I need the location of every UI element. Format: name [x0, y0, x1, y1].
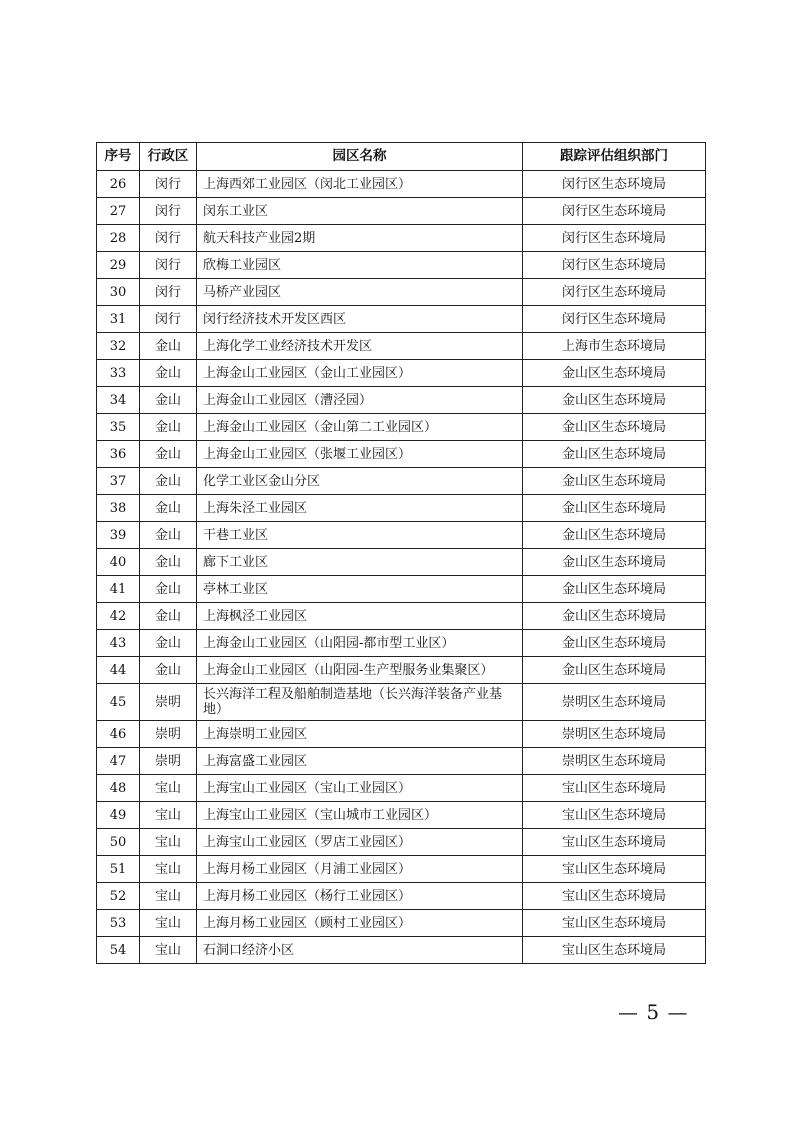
district-cell: 崇明 [140, 748, 197, 775]
table-row [97, 630, 706, 657]
district-cell: 宝山 [140, 937, 197, 964]
serial-cell: 30 [97, 279, 140, 306]
table-row [97, 522, 706, 549]
serial-cell: 40 [97, 549, 140, 576]
district-cell: 宝山 [140, 883, 197, 910]
park-name-cell: 上海月杨工业园区（杨行工业园区） [197, 883, 523, 910]
serial-cell: 37 [97, 468, 140, 495]
department-cell: 崇明区生态环境局 [523, 748, 706, 775]
district-cell: 金山 [140, 495, 197, 522]
park-name-cell: 廊下工业区 [197, 549, 523, 576]
park-name-cell: 上海富盛工业园区 [197, 748, 523, 775]
table-row [97, 279, 706, 306]
serial-cell: 41 [97, 576, 140, 603]
park-name-cell: 上海金山工业园区（金山工业园区） [197, 360, 523, 387]
serial-cell: 33 [97, 360, 140, 387]
district-cell: 金山 [140, 414, 197, 441]
department-cell: 闵行区生态环境局 [523, 252, 706, 279]
department-cell: 宝山区生态环境局 [523, 775, 706, 802]
table-row [97, 576, 706, 603]
serial-cell: 50 [97, 829, 140, 856]
table-row [97, 829, 706, 856]
table-row [97, 937, 706, 964]
district-cell: 金山 [140, 441, 197, 468]
serial-cell: 29 [97, 252, 140, 279]
district-cell: 闵行 [140, 198, 197, 225]
department-cell: 宝山区生态环境局 [523, 883, 706, 910]
table-row [97, 883, 706, 910]
park-name-cell: 上海金山工业园区（漕泾园） [197, 387, 523, 414]
header-park-name: 园区名称 [197, 143, 523, 171]
table-row [97, 360, 706, 387]
park-name-cell: 上海枫泾工业园区 [197, 603, 523, 630]
district-cell: 金山 [140, 333, 197, 360]
district-cell: 宝山 [140, 775, 197, 802]
table-row [97, 802, 706, 829]
park-name-cell: 长兴海洋工程及船舶制造基地（长兴海洋装备产业基地） [197, 684, 523, 721]
department-cell: 闵行区生态环境局 [523, 198, 706, 225]
park-name-cell: 上海化学工业经济技术开发区 [197, 333, 523, 360]
serial-cell: 43 [97, 630, 140, 657]
department-cell: 金山区生态环境局 [523, 495, 706, 522]
table-row [97, 856, 706, 883]
department-cell: 崇明区生态环境局 [523, 684, 706, 721]
serial-cell: 39 [97, 522, 140, 549]
serial-cell: 42 [97, 603, 140, 630]
park-name-cell: 上海金山工业园区（山阳园-都市型工业区） [197, 630, 523, 657]
table-row [97, 333, 706, 360]
park-table [96, 142, 706, 964]
district-cell: 崇明 [140, 721, 197, 748]
department-cell: 宝山区生态环境局 [523, 829, 706, 856]
district-cell: 闵行 [140, 306, 197, 333]
department-cell: 金山区生态环境局 [523, 522, 706, 549]
department-cell: 宝山区生态环境局 [523, 910, 706, 937]
district-cell: 金山 [140, 360, 197, 387]
district-cell: 金山 [140, 522, 197, 549]
table-row [97, 252, 706, 279]
park-name-cell: 上海西郊工业园区（闵北工业园区） [197, 171, 523, 198]
department-cell: 上海市生态环境局 [523, 333, 706, 360]
department-cell: 金山区生态环境局 [523, 549, 706, 576]
district-cell: 闵行 [140, 252, 197, 279]
table-body [97, 171, 706, 964]
district-cell: 闵行 [140, 225, 197, 252]
serial-cell: 32 [97, 333, 140, 360]
table-row [97, 549, 706, 576]
table-row [97, 748, 706, 775]
header-district: 行政区 [140, 143, 197, 171]
serial-cell: 34 [97, 387, 140, 414]
serial-cell: 35 [97, 414, 140, 441]
serial-cell: 48 [97, 775, 140, 802]
header-department: 跟踪评估组织部门 [523, 143, 706, 171]
serial-cell: 28 [97, 225, 140, 252]
park-name-cell: 上海崇明工业园区 [197, 721, 523, 748]
header-serial: 序号 [97, 143, 140, 171]
park-name-cell: 航天科技产业园2期 [197, 225, 523, 252]
department-cell: 金山区生态环境局 [523, 630, 706, 657]
department-cell: 闵行区生态环境局 [523, 279, 706, 306]
department-cell: 金山区生态环境局 [523, 657, 706, 684]
serial-cell: 46 [97, 721, 140, 748]
table-row [97, 603, 706, 630]
serial-cell: 36 [97, 441, 140, 468]
table-row [97, 910, 706, 937]
serial-cell: 51 [97, 856, 140, 883]
table-row [97, 721, 706, 748]
table-row [97, 225, 706, 252]
serial-cell: 31 [97, 306, 140, 333]
table-row [97, 306, 706, 333]
park-name-cell: 亭林工业区 [197, 576, 523, 603]
serial-cell: 38 [97, 495, 140, 522]
district-cell: 金山 [140, 549, 197, 576]
serial-cell: 49 [97, 802, 140, 829]
park-name-cell: 上海金山工业园区（山阳园-生产型服务业集聚区） [197, 657, 523, 684]
district-cell: 宝山 [140, 802, 197, 829]
park-name-cell: 上海宝山工业园区（宝山城市工业园区） [197, 802, 523, 829]
district-cell: 金山 [140, 603, 197, 630]
district-cell: 金山 [140, 657, 197, 684]
park-name-cell: 上海月杨工业园区（顾村工业园区） [197, 910, 523, 937]
department-cell: 宝山区生态环境局 [523, 802, 706, 829]
park-name-cell: 闵东工业区 [197, 198, 523, 225]
department-cell: 金山区生态环境局 [523, 414, 706, 441]
park-name-cell: 上海宝山工业园区（宝山工业园区） [197, 775, 523, 802]
table-row [97, 684, 706, 721]
department-cell: 闵行区生态环境局 [523, 171, 706, 198]
district-cell: 金山 [140, 576, 197, 603]
park-name-cell: 上海金山工业园区（金山第二工业园区） [197, 414, 523, 441]
table-row [97, 468, 706, 495]
department-cell: 金山区生态环境局 [523, 603, 706, 630]
department-cell: 金山区生态环境局 [523, 468, 706, 495]
district-cell: 金山 [140, 630, 197, 657]
department-cell: 闵行区生态环境局 [523, 225, 706, 252]
department-cell: 崇明区生态环境局 [523, 721, 706, 748]
table-row [97, 171, 706, 198]
serial-cell: 26 [97, 171, 140, 198]
serial-cell: 52 [97, 883, 140, 910]
table-row [97, 657, 706, 684]
park-name-cell: 上海月杨工业园区（月浦工业园区） [197, 856, 523, 883]
table-row [97, 198, 706, 225]
serial-cell: 47 [97, 748, 140, 775]
district-cell: 宝山 [140, 829, 197, 856]
department-cell: 金山区生态环境局 [523, 441, 706, 468]
park-name-cell: 闵行经济技术开发区西区 [197, 306, 523, 333]
department-cell: 金山区生态环境局 [523, 576, 706, 603]
park-name-cell: 干巷工业区 [197, 522, 523, 549]
district-cell: 金山 [140, 387, 197, 414]
district-cell: 崇明 [140, 684, 197, 721]
serial-cell: 45 [97, 684, 140, 721]
serial-cell: 54 [97, 937, 140, 964]
department-cell: 闵行区生态环境局 [523, 306, 706, 333]
district-cell: 宝山 [140, 910, 197, 937]
park-name-cell: 马桥产业园区 [197, 279, 523, 306]
park-name-cell: 上海宝山工业园区（罗店工业园区） [197, 829, 523, 856]
table-header-row [97, 143, 706, 171]
department-cell: 宝山区生态环境局 [523, 937, 706, 964]
serial-cell: 27 [97, 198, 140, 225]
department-cell: 金山区生态环境局 [523, 387, 706, 414]
serial-cell: 53 [97, 910, 140, 937]
district-cell: 闵行 [140, 279, 197, 306]
park-name-cell: 欣梅工业园区 [197, 252, 523, 279]
table-row [97, 495, 706, 522]
department-cell: 宝山区生态环境局 [523, 856, 706, 883]
district-cell: 金山 [140, 468, 197, 495]
table-row [97, 387, 706, 414]
table-row [97, 775, 706, 802]
park-name-cell: 化学工业区金山分区 [197, 468, 523, 495]
serial-cell: 44 [97, 657, 140, 684]
park-name-cell: 上海朱泾工业园区 [197, 495, 523, 522]
department-cell: 金山区生态环境局 [523, 360, 706, 387]
park-name-cell: 石洞口经济小区 [197, 937, 523, 964]
page-number: — 5 — [618, 1000, 689, 1024]
park-name-cell: 上海金山工业园区（张堰工业园区） [197, 441, 523, 468]
district-cell: 闵行 [140, 171, 197, 198]
district-cell: 宝山 [140, 856, 197, 883]
table-row [97, 441, 706, 468]
table-row [97, 414, 706, 441]
